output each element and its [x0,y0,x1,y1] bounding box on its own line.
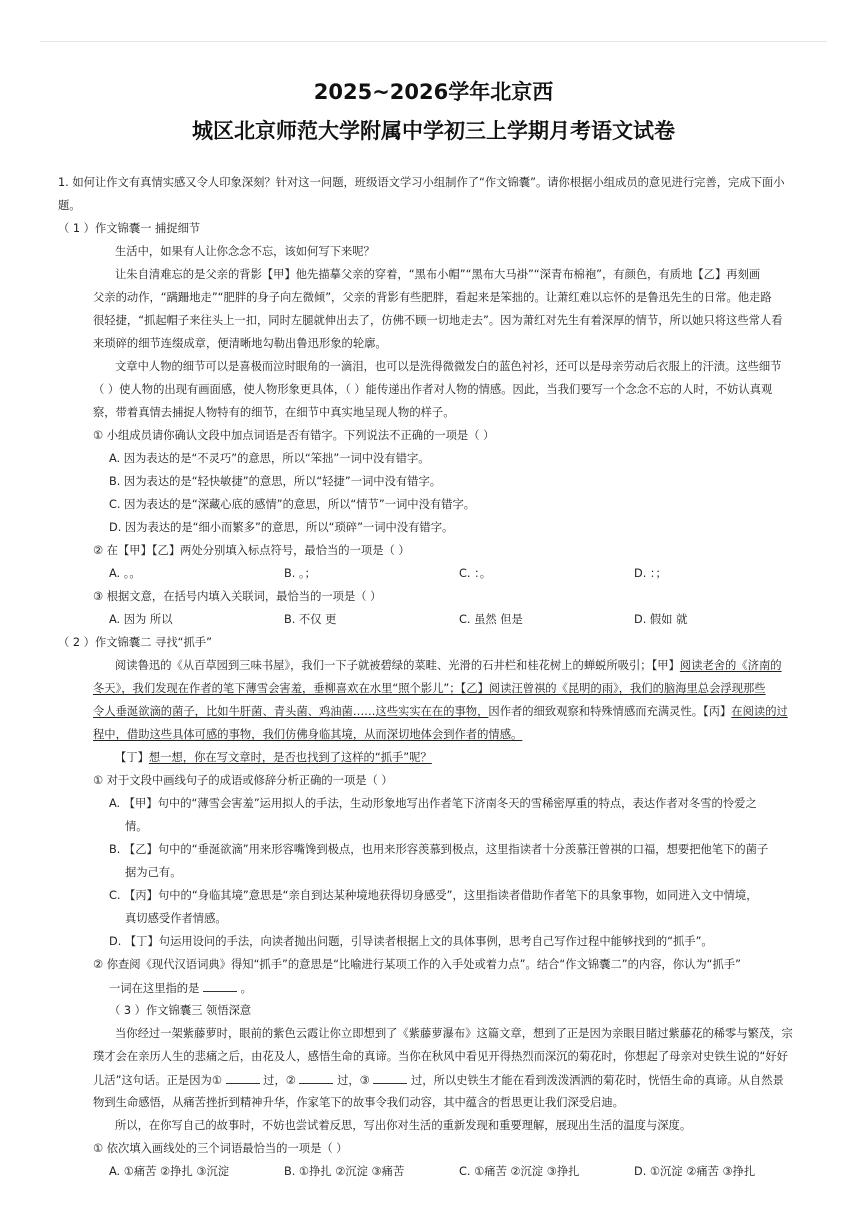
text-line: （ 1 ）作文锦囊一 捕捉细节 [58,222,201,235]
text-line: B. 。； [284,567,316,580]
text-line: C. ：。 [459,567,492,580]
underlined-segment: 程中，借助这些具体可感的事物，我们仿佛身临其境，从而深切地体会到作者的情感。 [93,728,523,741]
q3-text-0: 儿活”这句话。正是因为① [93,1074,222,1087]
answer-blank[interactable] [203,980,237,992]
text-line: C. ①痛苦 ②沉淀 ③挣扎 [459,1165,580,1178]
q3-text-2: 过，③ [337,1074,370,1087]
text-line: ① 依次填入画线处的三个词语最恰当的一项是（ ） [93,1142,348,1155]
passage-line [93,681,766,697]
exam-title-line1: 2025~2026学年北京西 [313,80,554,104]
text-line: ③ 根据文意，在括号内填入关联词，最恰当的一项是（ ） [93,590,382,603]
q3-blank-line [93,1072,784,1089]
answer-blank-2[interactable] [299,1072,333,1084]
answer-blank-1[interactable] [226,1072,260,1084]
passage-line [115,750,432,766]
text-line: D. 因为表达的是“细小而繁多”的意思，所以“琐碎”一词中没有错字。 [109,521,454,534]
text-line: A. 因为表达的是“不灵巧”的意思，所以“笨拙”一词中没有错字。 [109,452,430,465]
text-line: C. 【丙】句中的“身临其境”意思是“亲自到达某种境地获得切身感受”，这里指读者借助作者笔下的具象事物，如同进入文中情境， [109,889,758,902]
underlined-segment: 在阅读的过 [731,705,788,718]
text-line: 当你经过一架紫藤萝时，眼前的紫色云霞让你立即想到了《紫藤萝瀑布》这篇文章，想到了正是因为亲眼目睹过紫藤花的稀零与繁茂，宗 [115,1027,793,1040]
q2-blank-after: 。 [240,982,252,995]
underlined-segment: 想一想，你在写文章时，是否也找到了这样的“抓手”呢？ [148,751,432,764]
text-line: A. ①痛苦 ②挣扎 ③沉淀 [109,1165,230,1178]
text-line: 察，带着真情去捕捉人物特有的细节，在细节中真实地呈现人物的样子。 [93,406,455,419]
text-line: （ 3 ）作文锦囊三 领悟深意 [109,1004,252,1017]
text-line: 生活中，如果有人让你念念不忘，该如何写下来呢？ [115,245,375,258]
text-line: A. 【甲】句中的“薄雪会害羞”运用拟人的手法，生动形象地写出作者笔下济南冬天的雪稀密厚重的特点，表达作者对冬雪的怜爱之 [109,797,757,810]
underlined-segment: 令人垂涎欲滴的菌子，比如牛肝菌、青头菌、鸡油菌……这些实实在在的事物， [93,705,489,718]
answer-blank-3[interactable] [373,1072,407,1084]
text-line: C. 因为表达的是“深藏心底的感情”的意思，所以“情节”一词中没有错字。 [109,498,476,511]
text-line: （ 2 ）作文锦囊二 寻找“抓手” [58,636,212,649]
text-line: 据为己有。 [125,866,182,879]
text-line: B. 不仅 更 [284,613,337,626]
text-line: ① 对于文段中画线句子的成语或修辞分析正确的一项是（ ） [93,774,393,787]
text-line: （ ）使人物的出现有画面感，使人物形象更具体，（ ）能传递出作者对人物的情感。因此，当我们要写一个念念不忘的人时，不妨认真观 [93,383,773,396]
passage-line [115,658,782,674]
passage-line [93,727,522,743]
text-line: 璞才会在亲历人生的悲痛之后，由花及人，感悟生命的真谛。当你在秋风中看见开得热烈而深沉的菊花时，你想起了母亲对史铁生说的“好好 [93,1050,788,1063]
text-line: B. ①挣扎 ②沉淀 ③痛苦 [284,1165,405,1178]
text-line: 1. 如何让作文有真情实感又令人印象深刻？针对这一问题，班级语文学习小组制作了“作文锦囊”。请你根据小组成员的意见进行完善，完成下面小 [58,176,785,189]
text-line: ② 在【甲】【乙】两处分别填入标点符号，最恰当的一项是（ ） [93,544,410,557]
underlined-segment: 冬天》，我们发现在作者的笔下薄雪会害羞，垂柳喜欢在水里“照个影儿”；【乙】阅读汪曾祺的《昆明的雨》，我们的脑海里总会浮现那些 [93,682,766,695]
text-segment: 【丁】 [115,751,149,764]
text-line: C. 虽然 但是 [459,613,523,626]
exam-title-line2: 城区北京师范大学附属中学初三上学期月考语文试卷 [192,119,675,143]
text-line: 物到生命感悟，从痛苦挫折到精神升华，作家笔下的故事令我们动容，其中蕴含的哲思更让我们深受启迪。 [93,1096,624,1109]
top-divider [40,41,827,42]
text-line: B. 【乙】句中的“垂涎欲滴”用来形容嘴馋到极点，也用来形容羡慕到极点，这里指读者十分羡慕汪曾祺的口福，想要把他笔下的菌子 [109,843,769,856]
text-line: D. ：； [634,567,667,580]
q3-text-1: 过，② [263,1074,296,1087]
text-line: D. 假如 就 [634,613,688,626]
text-line: A. 。。 [109,567,141,580]
text-line: 来琐碎的细节连缀成章，便清晰地勾勒出鲁迅形象的轮廓。 [93,337,387,350]
text-line: B. 因为表达的是“轻快敏捷”的意思，所以“轻捷”一词中没有错字。 [109,475,442,488]
text-line: 真切感受作者情感。 [125,912,227,925]
text-line: A. 因为 所以 [109,613,173,626]
text-line: ② 你查阅《现代汉语词典》得知“抓手”的意思是“比喻进行某项工作的入手处或着力点”。结合“作文锦囊二”的内容，你认为“抓手” [93,958,741,971]
text-line: ① 小组成员请你确认文段中加点词语是否有错字。下列说法不正确的一项是（ ） [93,429,495,442]
text-line: 父亲的动作，“蹒跚地走”“肥胖的身子向左微倾”，父亲的背影有些肥胖，看起来是笨拙的。让萧红难以忘怀的是鲁迅先生的日常。他走路 [93,291,772,304]
text-line: 题。 [58,199,81,212]
text-line: D. ①沉淀 ②痛苦 ③挣扎 [634,1165,756,1178]
passage-line [93,704,788,720]
text-line: 情。 [125,820,148,833]
text-segment: 因作者的细致观察和特殊情感而充满灵性。【丙】 [488,705,732,718]
text-line: 让朱自清难忘的是父亲的背影【甲】他先描摹父亲的穿着，“黑布小帽”“黑布大马褂”“深青布棉袍”，有颜色，有质地【乙】再刻画 [115,268,761,281]
text-line: 所以，在你写自己的故事时，不妨也尝试着反思，写出你对生活的重新发现和重要理解，展现出生活的温度与深度。 [115,1119,692,1132]
q2-blank-before: 一词在这里指的是 [109,982,200,995]
q2-blank-line [109,980,252,997]
underlined-segment: 阅读老舍的《济南的 [679,659,782,672]
text-line: 很轻捷，“抓起帽子来往头上一扣，同时左腿就伸出去了，仿佛不顾一切地走去”。因为萧红对先生有着深厚的情节，所以她只将这些常人看 [93,314,783,327]
q3-text-3: 过，所以史铁生才能在看到泼泼洒洒的菊花时，恍悟生命的真谛。从自然景 [410,1074,784,1087]
text-line: 文章中人物的细节可以是喜极而泣时眼角的一滴泪，也可以是洗得微微发白的蓝色衬衫，还可以是母亲劳动后衣服上的汗渍。这些细节 [115,360,782,373]
text-line: D. 【丁】句运用设问的手法，向读者抛出问题，引导读者根据上文的具体事例，思考自己写作过程中能够找到的“抓手”。 [109,935,713,948]
text-segment: 阅读鲁迅的《从百草园到三味书屋》，我们一下子就被碧绿的菜畦、光滑的石井栏和桂花树上的蝉蜕所吸引；【甲】 [115,659,680,672]
